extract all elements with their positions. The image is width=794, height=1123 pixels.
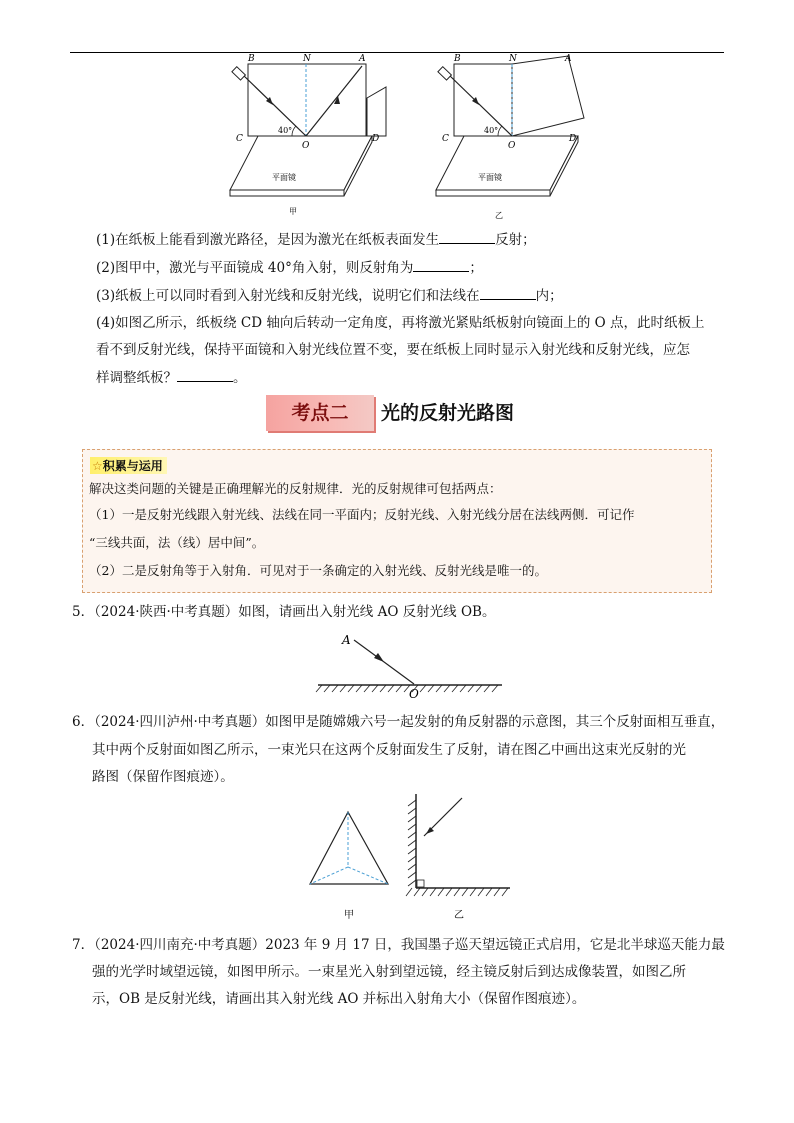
q6-line-3: 路图（保留作图痕迹）。: [92, 769, 234, 785]
q7-line-2: 强的光学时域望远镜，如图甲所示。一束星光入射到望远镜，经主镜反射后到达成像装置，如图乙所: [92, 964, 686, 980]
q6-caption-yi: 乙: [454, 910, 464, 921]
q4-part1-text: (1)在纸板上能看到激光路径，是因为激光在纸板表面发生: [96, 232, 440, 248]
q4-part2: [96, 257, 483, 278]
q6-figure[interactable]: [300, 792, 520, 922]
q5-label-A: A: [342, 633, 351, 647]
label-N-jia: N: [303, 54, 311, 64]
label-O-jia: O: [302, 141, 310, 151]
q6-line-1: 6．（2024·四川泸州·中考真题）如图甲是随嫦娥六号一起发射的角反射器的示意图，其三个反射面相互垂直，: [72, 714, 725, 730]
tips-title: [90, 457, 167, 474]
q6-line-2: 其中两个反射面如图乙所示，一束光只在这两个反射面发生了反射，请在图乙中画出这束光反射的光: [92, 742, 686, 758]
mirror-label-yi: 平面镜: [478, 173, 502, 182]
label-C-yi: C: [442, 134, 449, 144]
q7-line-1: 7．（2024·四川南充·中考真题）2023 年 9 月 17 日，我国墨子巡天望远镜正式启用，它是北半球巡天能力最: [72, 937, 725, 953]
q6-caption-jia: 甲: [344, 910, 354, 921]
ray-arrow-icon: [374, 653, 384, 662]
q4-part4-text-b: 看不到反射光线，保持平面镜和入射光线位置不变，要在纸板上同时显示入射光线和反射光线，应怎: [96, 342, 690, 358]
tips-line-1: 解决这类问题的关键是正确理解光的反射规律．光的反射规律可包括两点：: [89, 481, 502, 496]
tips-line-3: “三线共面，法（线）居中间”。: [89, 535, 265, 550]
q4-part3-text: (3)纸板上可以同时看到入射光线和反射光线，说明它们和法线在: [96, 288, 480, 304]
label-C-jia: C: [236, 134, 243, 144]
figure-jia: [230, 64, 386, 196]
q4-part4-line3: [96, 367, 247, 388]
section-badge-text: 考点二: [291, 402, 349, 424]
section-title: 光的反射光路图: [381, 402, 515, 424]
section-badge: [266, 395, 374, 431]
q4-part2-text: (2)图甲中，激光与平面镜成 40°角入射，则反射角为: [96, 260, 414, 276]
q4-part2-tail: ；: [469, 260, 483, 276]
star-icon: ☆: [92, 459, 103, 473]
q5-label-O: O: [409, 687, 419, 698]
label-O-yi: O: [508, 141, 516, 151]
answer-blank[interactable]: [177, 367, 233, 382]
label-B-yi: B: [454, 54, 461, 64]
label-D-jia: D: [372, 134, 380, 144]
q7-line-3: 示，OB 是反射光线，请画出其入射光线 AO 并标出入射角大小（保留作图痕迹）。: [92, 991, 586, 1007]
q4-part4-text-a: (4)如图乙所示，纸板绕 CD 轴向后转动一定角度，再将激光紧贴纸板射向镜面上的 O 点，此时纸板上: [96, 315, 705, 331]
q4-part4-line2: [96, 340, 690, 360]
answer-blank[interactable]: [480, 285, 536, 300]
q4-part1-tail: 反射；: [495, 232, 536, 248]
corner-reflector-jia: [310, 812, 388, 884]
mirror-hatching: [316, 685, 498, 692]
q5-figure[interactable]: [314, 630, 504, 698]
reflection-experiment-figure: [220, 52, 600, 224]
label-A-yi: A: [565, 54, 572, 64]
tips-line-2: （1）一是反射光线跟入射光线、法线在同一平面内；反射光线、入射光线分居在法线两侧．可记作: [89, 507, 635, 522]
answer-blank[interactable]: [439, 229, 495, 244]
q4-part4-line1: [96, 313, 705, 333]
tips-title-text: 积累与运用: [102, 459, 163, 473]
label-D-yi: D: [569, 134, 577, 144]
label-B-jia: B: [248, 54, 255, 64]
q5-text: 5．（2024·陕西·中考真题）如图，请画出入射光线 AO 反射光线 OB。: [72, 604, 496, 620]
q4-part1: [96, 229, 536, 250]
label-A-jia: A: [359, 54, 366, 64]
angle-label-yi: 40°: [484, 126, 499, 135]
tips-line-4: （2）二是反射角等于入射角．可见对于一条确定的入射光线、反射光线是唯一的。: [89, 563, 547, 578]
caption-jia: 甲: [289, 207, 297, 216]
q4-part3-tail: 内；: [535, 288, 563, 304]
answer-blank[interactable]: [413, 257, 469, 272]
q4-part4-tail: 。: [233, 370, 247, 386]
mirror-label-jia: 平面镜: [272, 173, 296, 182]
perpendicular-mirrors-yi: [406, 794, 510, 896]
caption-yi: 乙: [495, 211, 503, 220]
q4-part3: [96, 285, 563, 306]
q4-part4-text-c: 样调整纸板？: [96, 370, 177, 386]
angle-label-jia: 40°: [278, 126, 293, 135]
figure-yi: [436, 56, 584, 196]
label-N-yi: N: [509, 54, 517, 64]
